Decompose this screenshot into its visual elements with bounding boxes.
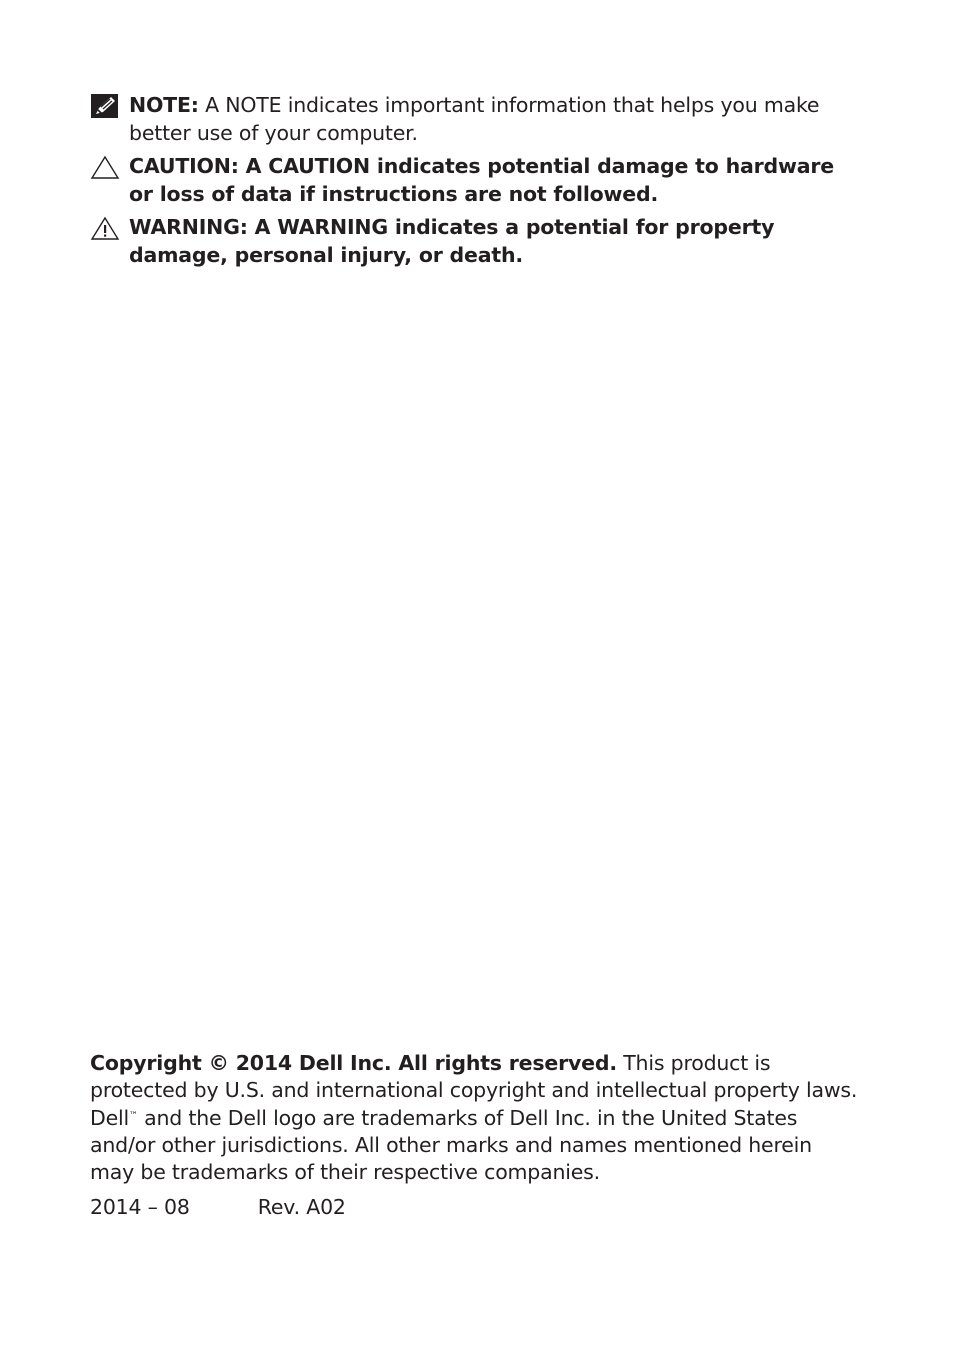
warning-triangle-icon (90, 213, 129, 243)
revision-line (90, 1193, 346, 1221)
note-label: NOTE: (129, 93, 199, 117)
note-text (129, 91, 850, 147)
copyright-block (90, 1050, 860, 1186)
revision-number: Rev. A02 (257, 1195, 346, 1219)
trademark-dell: Dell (90, 1105, 129, 1130)
caution-triangle-icon (90, 152, 129, 182)
revision-date: 2014 – 08 (90, 1195, 190, 1219)
note-pencil-icon (90, 91, 129, 121)
caution-text: CAUTION: A CAUTION indicates potential damage to hardware or loss of data if instructions are not followed. (129, 154, 834, 206)
caution-notice (90, 152, 850, 208)
trademark-paragraph (90, 1105, 860, 1187)
trademark-rest: and the Dell logo are trademarks of Dell Inc. in the United States and/or other jurisdictions. All other marks and names mentioned herein may be trademarks of their respective companies. (90, 1105, 812, 1185)
copyright-bold: Copyright © 2014 Dell Inc. All rights reserved. (90, 1051, 617, 1075)
warning-text: WARNING: A WARNING indicates a potential for property damage, personal injury, or death. (129, 215, 775, 267)
warning-notice (90, 213, 850, 269)
trademark-symbol: ™ (129, 1110, 138, 1121)
note-notice (90, 91, 850, 147)
notice-list (90, 91, 850, 274)
copyright-paragraph (90, 1050, 860, 1105)
copyright-rest: This product is protected by U.S. and international copyright and intellectual property laws. (90, 1051, 858, 1103)
note-body: A NOTE indicates important information that helps you make better use of your computer. (129, 93, 820, 145)
